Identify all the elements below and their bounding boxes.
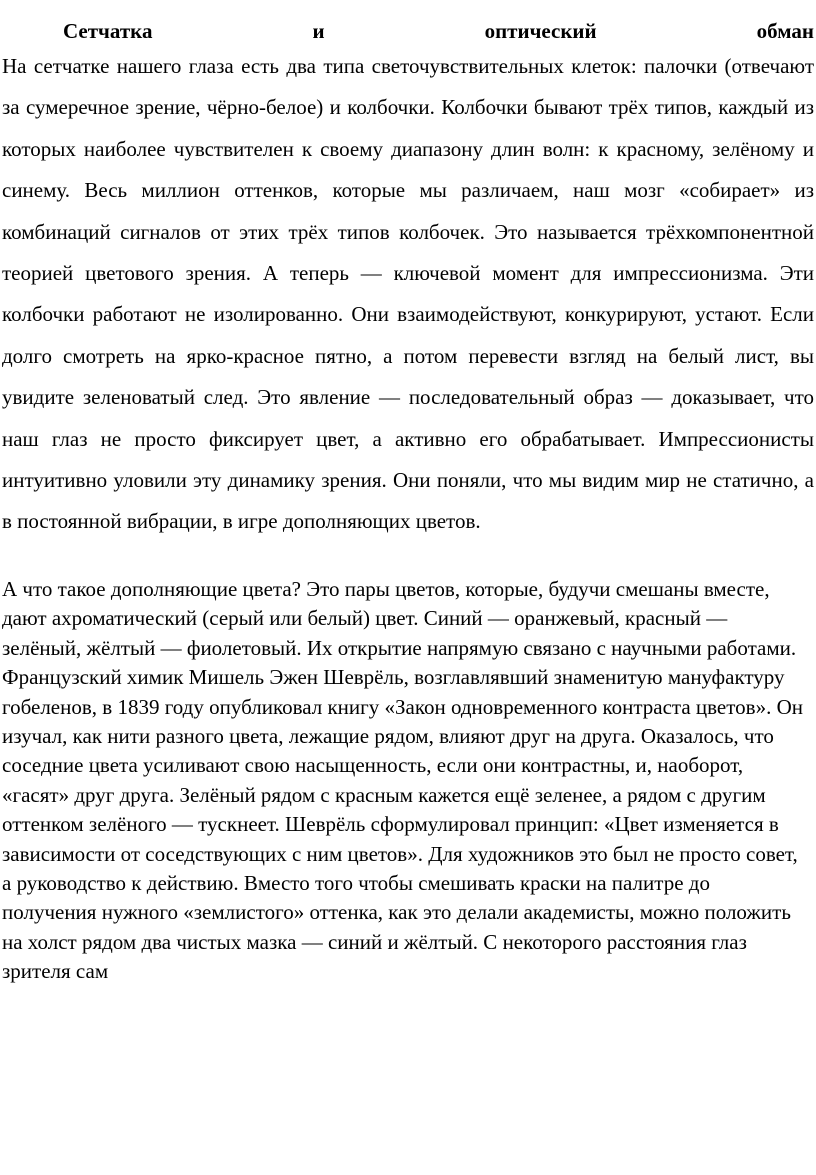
title-word: Сетчатка [63,19,153,43]
paragraph-retina: На сетчатке нашего глаза есть два типа светочувствительных клеток: палочки (отвечают за сумеречное зрение, чёрно-белое) и колбочки. Колбочки бывают трёх типов, каждый из которых наиболее чувствителен к своему диапазону длин волн: к красному, зелёному и синему. Весь миллион оттенков, которые мы различаем, наш мозг «собирает» из комбинаций сигналов от этих трёх типов колбочек. Это называется трёхкомпонентной теорией цветового зрения. А теперь — ключевой момент для импрессионизма. Эти колбочки работают не изолированно. Они взаимодействуют, конкурируют, устают. Если долго смотреть на ярко-красное пятно, а потом перевести взгляд на белый лист, вы увидите зеленоватый след. Это явление — последовательный образ — доказывает, что наш глаз не просто фиксирует цвет, а активно его обрабатывает. Импрессионисты интуитивно уловили эту динамику зрения. Они поняли, что мы видим мир не статично, а в постоянной вибрации, в игре дополняющих цветов. [2,54,814,534]
title-word: и [312,19,325,43]
title-word: оптический [484,19,597,43]
paragraph-complementary-colors: А что такое дополняющие цвета? Это пары цветов, которые, будучи смешаны вместе, дают ахроматический (серый или белый) цвет. Синий — оранжевый, красный — зелёный, жёлтый — фиолетовый. Их открытие напрямую связано с научными работами. Французский химик Мишель Эжен Шеврёль, возглавлявший знаменитую мануфактуру гобеленов, в 1839 году опубликовал книгу «Закон одновременного контраста цветов». Он изучал, как нити разного цвета, лежащие рядом, влияют друг на друга. Оказалось, что соседние цвета усиливают свою насыщенность, если они контрастны, и, наоборот, «гасят» друг друга. Зелёный рядом с красным кажется ещё зеленее, а рядом с другим оттенком зелёного — тускнеет. Шеврёль сформулировал принцип: «Цвет изменяется в зависимости от соседствующих с ним цветов». Для художников это был не просто совет, а руководство к действию. Вместо того чтобы смешивать краски на палитре до получения нужного «землистого» оттенка, как это делали академисты, можно положить на холст рядом два чистых мазка — синий и жёлтый. С некоторого расстояния глаз зрителя сам [2,576,803,984]
title-word: обман [756,19,814,43]
page-title [2,16,814,46]
paragraph-gap [2,543,814,575]
